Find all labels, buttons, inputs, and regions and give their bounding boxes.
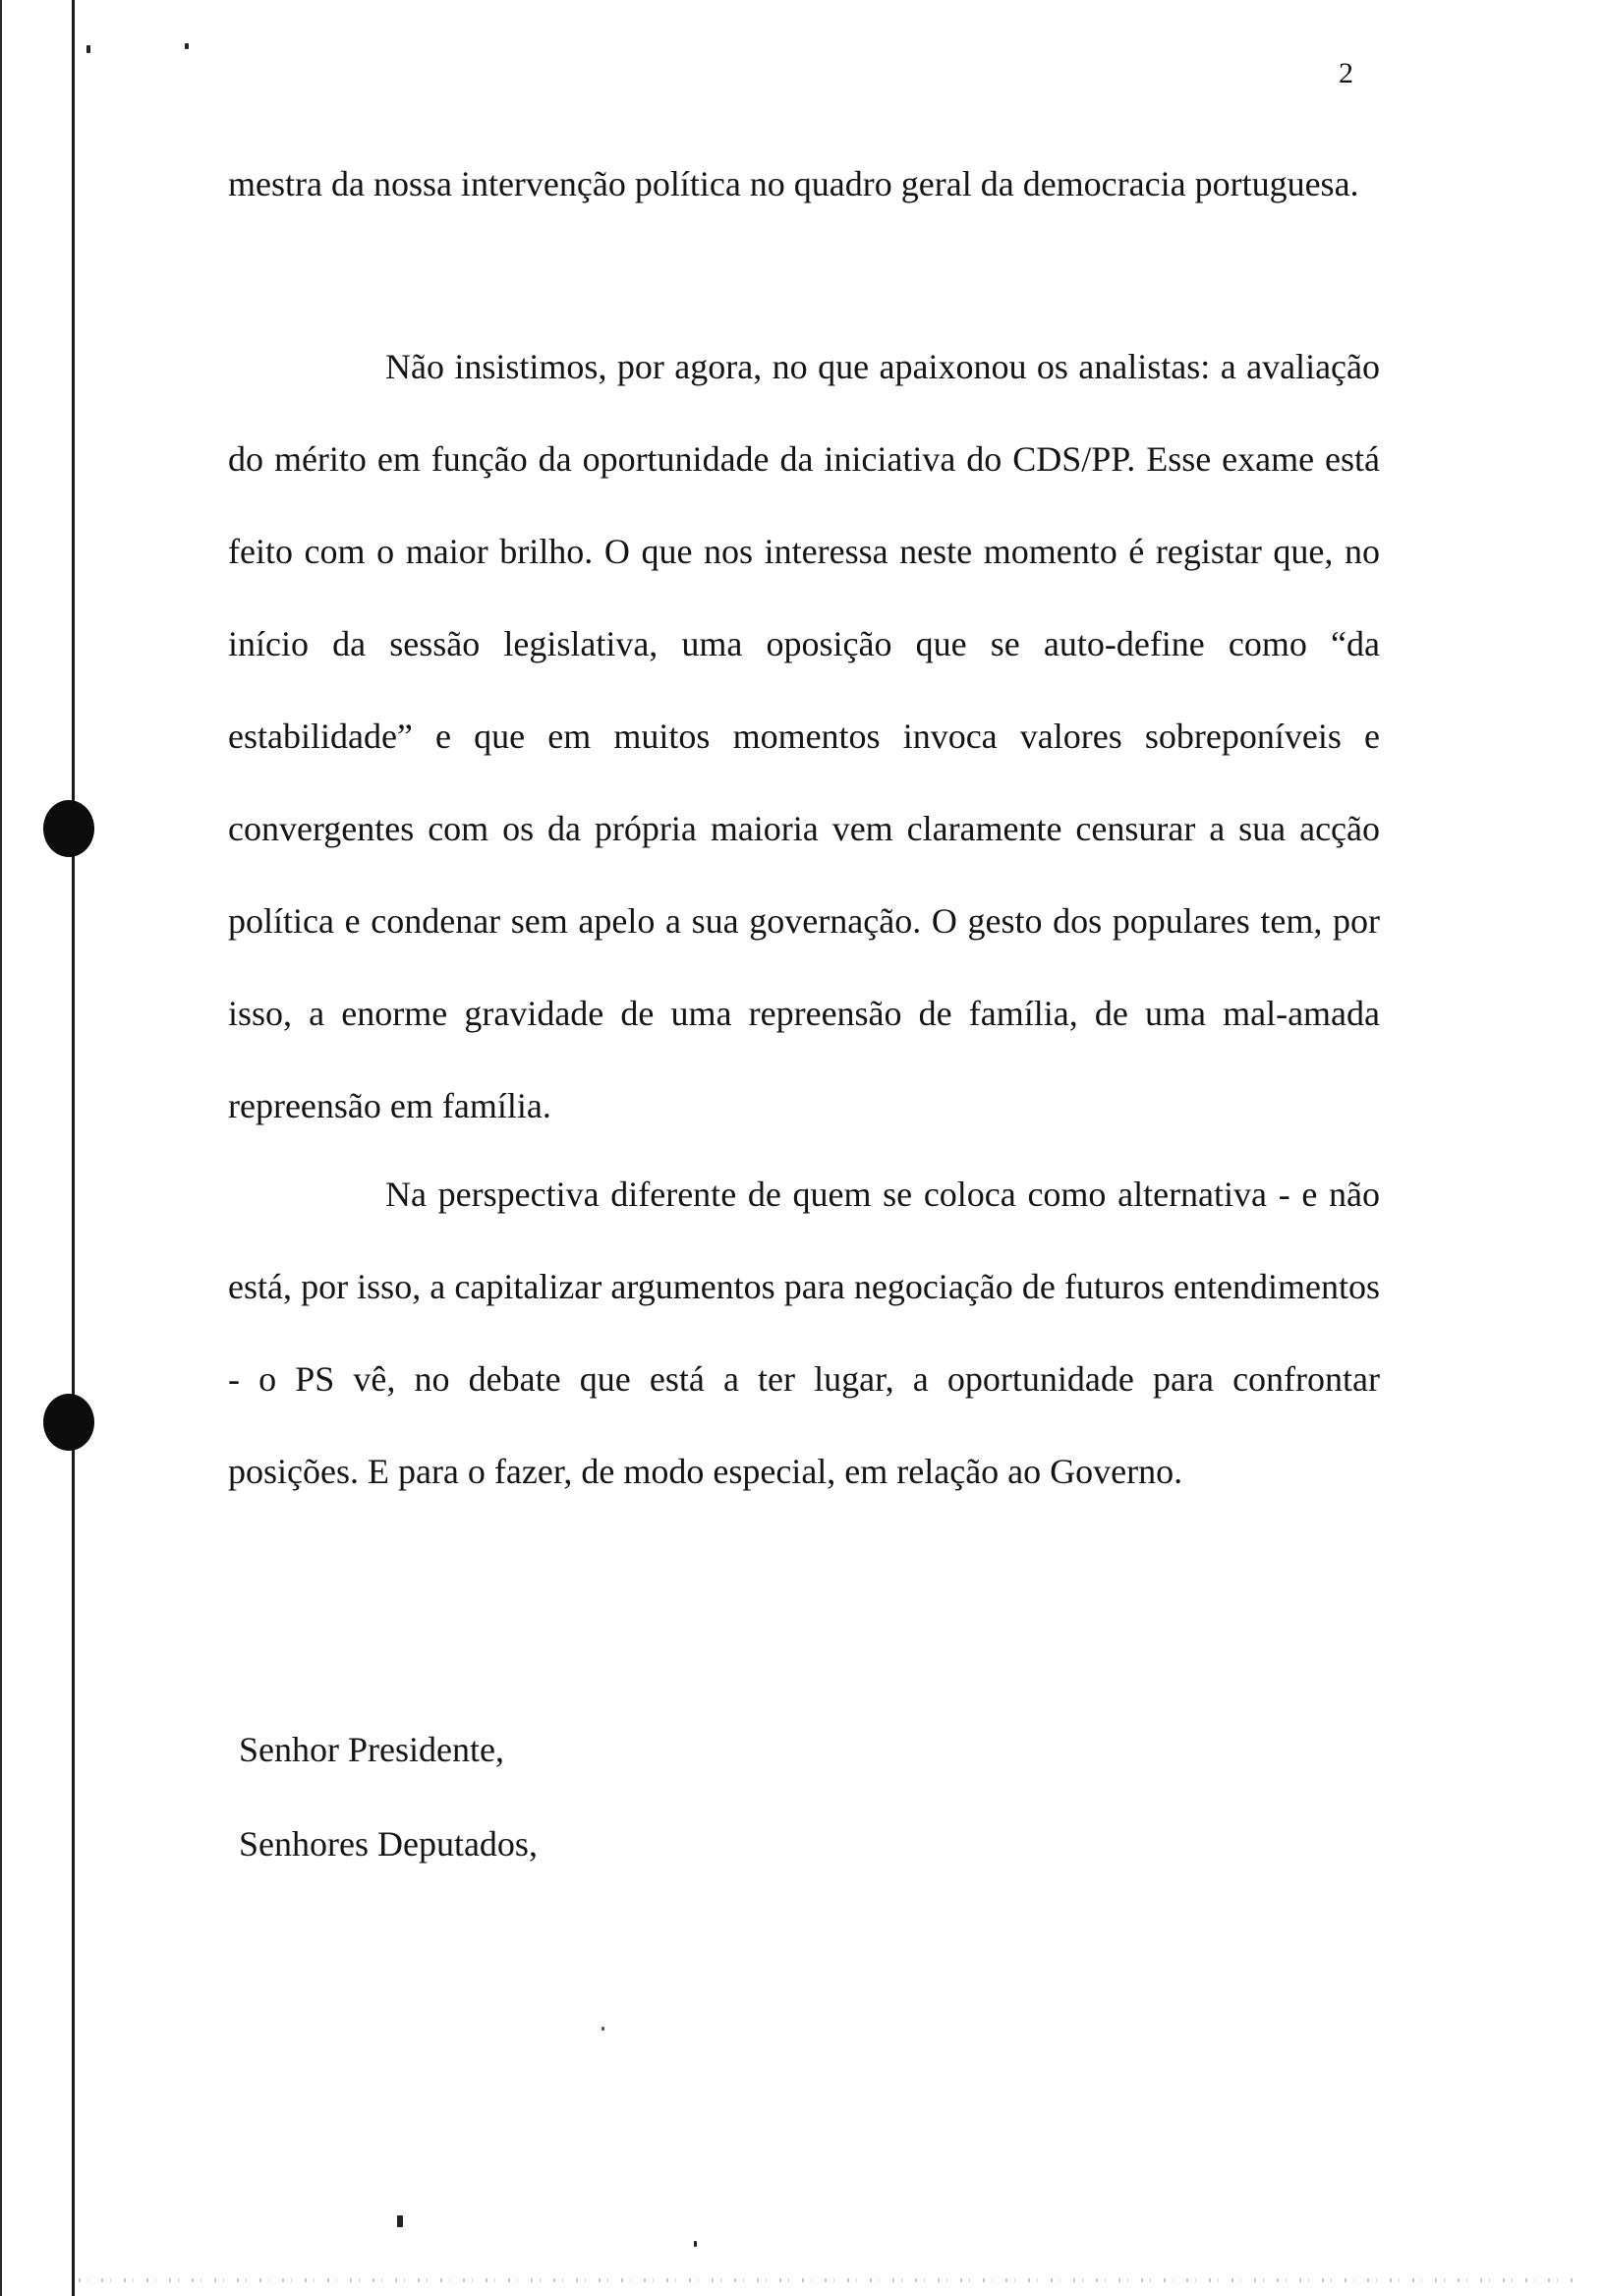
- salutation-deputies: Senhores Deputados,: [239, 1824, 538, 1864]
- punch-hole-top: [43, 800, 94, 857]
- paragraph-1-text: mestra da nossa intervenção política no quadro geral da democracia portuguesa.: [228, 164, 1359, 203]
- page-number: 2: [1339, 57, 1353, 89]
- scan-left-border: [0, 0, 2, 2296]
- scan-binding-edge: [72, 0, 75, 2296]
- scan-speck: [86, 45, 90, 53]
- scan-bottom-noise: [79, 2278, 1573, 2282]
- scan-speck: [397, 2215, 403, 2227]
- paragraph-3-text: Na perspectiva diferente de quem se coloca como alternativa - e não está, por isso, a capitalizar argumentos para negociação de futuros entendimentos - o PS vê, no debate que está a ter lugar, a oportunidade para confrontar posições. E para o fazer, de modo especial, em relação ao Governo.: [228, 1175, 1380, 1491]
- punch-hole-bottom: [43, 1394, 94, 1451]
- scan-speck: [185, 43, 189, 49]
- scan-speck: [602, 2027, 604, 2031]
- paragraph-2: [228, 320, 1380, 1152]
- paragraph-1: [228, 138, 1380, 230]
- paragraph-2-text: Não insistimos, por agora, no que apaixonou os analistas: a avaliação do mérito em função da oportunidade da iniciativa do CDS/PP. Esse exame está feito com o maior brilho. O que nos interessa neste momento é registar que, no início da sessão legislativa, uma oposição que se auto-define como “da estabilidade” e que em muitos momentos invoca valores sobreponíveis e convergentes com os da própria maioria vem claramente censurar a sua acção política e condenar sem apelo a sua governação. O gesto dos populares tem, por isso, a enorme gravidade de uma repreensão de família, de uma mal-amada repreensão em família.: [228, 347, 1380, 1125]
- paragraph-3: [228, 1148, 1380, 1518]
- scan-speck: [694, 2241, 697, 2247]
- salutation-president: Senhor Presidente,: [239, 1730, 504, 1769]
